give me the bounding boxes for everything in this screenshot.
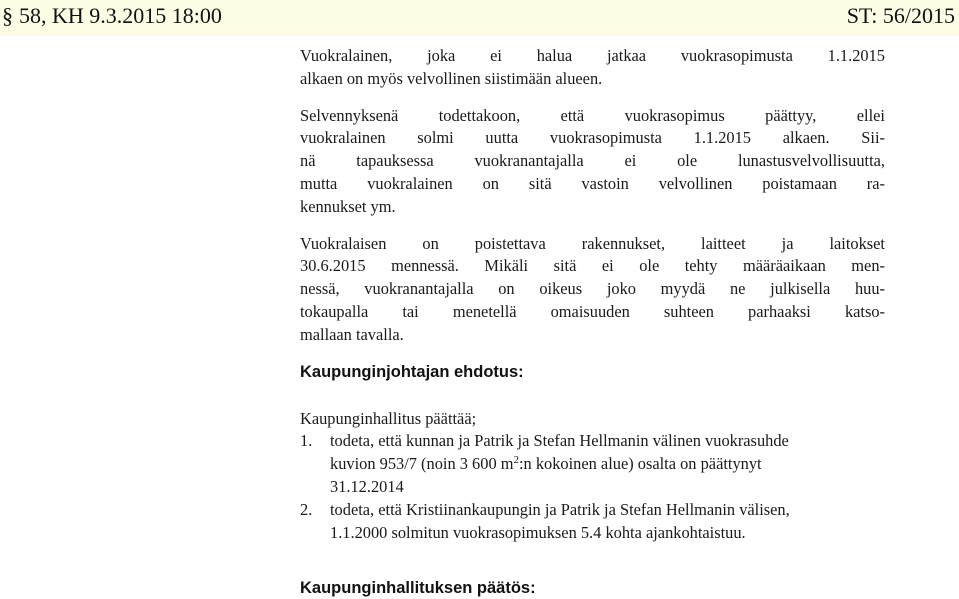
text-line: alkaen on myös velvollinen siistimään alueen. [300,68,603,88]
superscript: 2 [513,454,519,467]
meeting-reference: 58, KH 9.3.2015 18:00 [19,3,222,28]
text-line: 30.6.2015 mennessä. Mikäli sitä ei ole tehty määräaikaan men- [300,256,885,276]
text-line: kennukset ym. [300,196,396,216]
document-body [300,45,885,599]
text-line: 31.12.2014 [330,476,404,496]
text-line: Selvennyksenä todettakoon, että vuokrasopimus päättyy, ellei [300,105,885,125]
header-left [2,2,222,30]
text-line: Vuokralaisen on poistettava rakennukset, laitteet ja laitokset [300,233,885,253]
text-line: nä tapauksessa vuokranantajalla ei ole lunastusvelvollisuutta, [300,151,885,171]
text-line [330,453,885,476]
list-number: 1. [300,431,313,451]
page-header [0,0,959,36]
text-line: Vuokralainen, joka ei halua jatkaa vuokrasopimusta 1.1.2015 [300,46,885,65]
text-line: todeta, että Kristiinankaupungin ja Patrik ja Stefan Hellmanin välisen, [330,499,790,519]
list-item [300,430,885,498]
page-number: ST: 56/2015 [846,3,955,28]
decision-heading: Kaupunginhallituksen päätös: [300,579,536,598]
text-line: nessä, vuokranantajalla on oikeus joko myydä ne julkisella huu- [300,279,885,299]
decision-intro: Kaupunginhallitus päättää; [300,408,477,428]
text-line: mallaan tavalla. [300,324,404,344]
paragraph-clarification [300,105,885,219]
list-number: 2. [300,499,313,519]
text-line: mutta vuokralainen on sitä vastoin velvollinen poistamaan ra- [300,173,885,193]
item-text-part: kuvion 953/7 (noin 3 600 m [330,454,514,474]
text-line: vuokralainen solmi uutta vuokrasopimusta 1.1.2015 alkaen. Sii- [300,128,885,148]
text-line: todeta, että kunnan ja Patrik ja Stefan Hellmanin välinen vuokrasuhde [330,431,789,451]
text-line: 1.1.2000 solmitun vuokrasopimuksen 5.4 kohta ajankohtaistuu. [330,522,746,542]
proposal-heading: Kaupunginjohtajan ehdotus: [300,362,524,381]
text-line: tokaupalla tai menetellä omaisuuden suhteen parhaaksi katso- [300,301,885,321]
list-item [300,499,885,545]
section-symbol: § [2,3,13,28]
paragraph-termination [300,45,885,91]
item-text-part: :n kokoinen alue) osalta on päättynyt [518,454,762,474]
paragraph-removal [300,233,885,347]
